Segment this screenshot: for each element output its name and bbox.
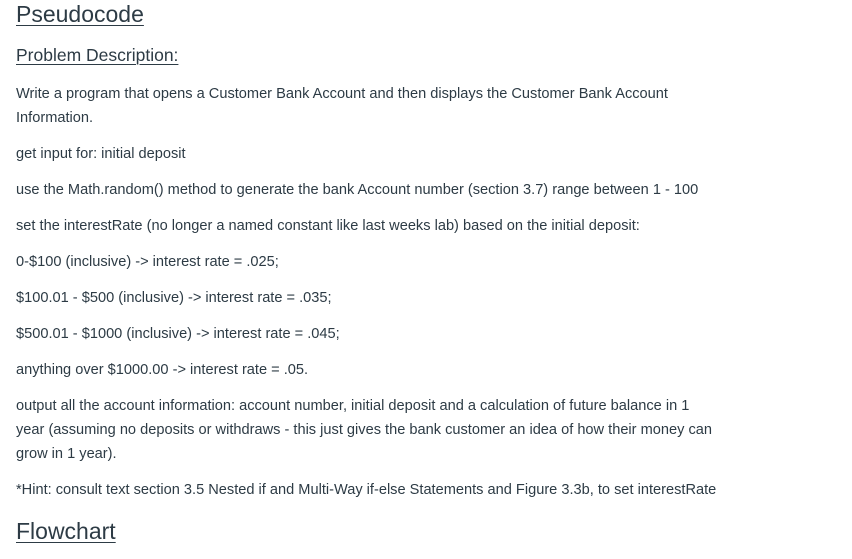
output-line-1: output all the account information: account number, initial deposit and a calculation of future balance in 1 [16, 398, 690, 414]
rate-tier-4: anything over $1000.00 -> interest rate = .05. [16, 362, 309, 378]
input-instruction: get input for: initial deposit [16, 146, 186, 162]
page-title: Pseudocode [16, 1, 144, 27]
intro-line-2: Information. [16, 110, 94, 126]
rate-tier-1: 0-$100 (inclusive) -> interest rate = .025; [16, 254, 279, 270]
output-line-3: grow in 1 year). [16, 446, 117, 462]
rate-tier-3: $500.01 - $1000 (inclusive) -> interest rate = .045; [16, 326, 340, 342]
hint-text: *Hint: consult text section 3.5 Nested if and Multi-Way if-else Statements and Figure 3.3b, to set interestRate [16, 482, 717, 498]
problem-description-heading: Problem Description: [16, 45, 179, 65]
set-rate-instruction: set the interestRate (no longer a named constant like last weeks lab) based on the initial deposit: [16, 218, 640, 234]
intro-line-1: Write a program that opens a Customer Bank Account and then displays the Customer Bank Account [16, 86, 668, 102]
rate-tier-2: $100.01 - $500 (inclusive) -> interest rate = .035; [16, 290, 332, 306]
random-instruction: use the Math.random() method to generate the bank Account number (section 3.7) range between 1 - 100 [16, 182, 699, 198]
flowchart-heading: Flowchart [16, 518, 116, 544]
output-line-2: year (assuming no deposits or withdraws - this just gives the bank customer an idea of how their money can [16, 422, 712, 438]
